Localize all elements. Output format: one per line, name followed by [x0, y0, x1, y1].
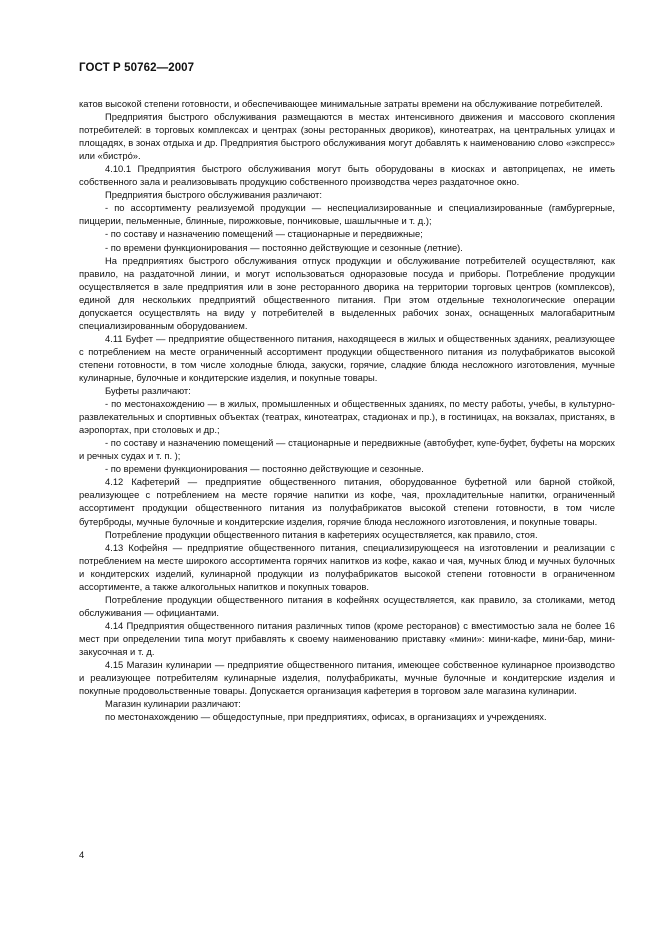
paragraph-4-12: 4.12 Кафетерий — предприятие общественного питания, оборудованное буфетной или барной стойкой, реализующее с потреблением на месте горячие напитки из кофе, чая, прохладительные напитки, ограниченный ассортимент продукции общественного питания из полуфабрикатов высокой степени готовности, в том числе бутерброды, мучные булочные и кондитерские изделия, горячие блюда несложного изготовления, и покупные товары. [79, 476, 615, 527]
list-item: - по составу и назначению помещений — стационарные и передвижные (автобуфет, купе-буфет, буфеты на морских и речных судах и т. п. ); [79, 437, 615, 462]
standard-header: ГОСТ Р 50762—2007 [79, 62, 195, 74]
paragraph: Потребление продукции общественного питания в кофейнях осуществляется, как правило, за столиками, метод обслуживания — официантами. [79, 593, 615, 618]
paragraph-4-13: 4.13 Кофейня — предприятие общественного питания, специализирующееся на изготовлении и реализации с потреблением на месте широкого ассортимента горячих напитков из кофе, какао и чая, мучных блюд и мучных булочных и кондитерских изделий, кулинарной продукции из полуфабрикатов высокой степени готовности в ограниченном ассортименте, а также алкогольных напитков и покупных товаров. [79, 541, 615, 592]
paragraph: Потребление продукции общественного питания в кафетериях осуществляется, как правило, стоя. [105, 528, 538, 540]
paragraph: На предприятиях быстрого обслуживания отпуск продукции и обслуживание потребителей осуществляют, как правило, на раздаточной линии, и могут использоваться одноразовые посуда и приборы. Потребление продукции осуществляется в зале предприятия или в зоне ресторанного дворика на территории торговых центров (комплексов), единой для нескольких предприятий общественного питания. При этом отдельные технологические операции допускается осуществлять на виду у потребителей в выделенных рабочих зонах, оснащенных малогабаритным специализированным оборудованием. [79, 254, 615, 331]
list-item: по местонахождению — общедоступные, при предприятиях, офисах, в организациях и учреждениях. [105, 711, 547, 723]
paragraph: Предприятия быстрого обслуживания различают: [105, 189, 322, 201]
paragraph-4-11: 4.11 Буфет — предприятие общественного питания, находящееся в жилых и общественных зданиях, реализующее с потреблением на месте ограниченный ассортимент продукции общественного питания из полуфабрикатов высокой степени готовности, в том числе холодные блюда, закуски, горячие, сладкие блюда несложного изготовления, мучные кулинарные, булочные и кондитерские изделия, и покупные товары. [79, 332, 615, 383]
paragraph-continuation: катов высокой степени готовности, и обеспечивающее минимальные затраты времени на обслуживание потребителей. [79, 98, 603, 109]
paragraph: Предприятия быстрого обслуживания размещаются в местах интенсивного движения и массового скопления потребителей: в торговых комплексах и центрах (зоны ресторанных двориков), кинотеатрах, на центральных улицах и площадях, в зонах отдыха и др. Предприятия быстрого обслуживания могут добавлять к наименованию слово «экспресс» или «бистро́». [79, 111, 615, 162]
list-item: - по времени функционирования — постоянно действующие и сезонные (летние). [105, 241, 463, 253]
paragraph-4-15: 4.15 Магазин кулинарии — предприятие общественного питания, имеющее собственное кулинарное производство и реализующее потребителям кулинарные изделия, полуфабрикаты, мучные булочные и кондитерские изделия и покупные продовольственные товары. Допускается организация кафетерия в торговом зале магазина кулинарии. [79, 659, 615, 697]
paragraph-4-14: 4.14 Предприятия общественного питания различных типов (кроме ресторанов) с вместимостью зала не более 16 мест при определении типа могут прибавлять к своему наименованию приставку «мини»: мини-кафе, мини-бар, мини-закусочная и т. д. [79, 619, 615, 657]
list-item: - по составу и назначению помещений — стационарные и передвижные; [105, 228, 423, 240]
list-item: - по местонахождению — в жилых, промышленных и общественных зданиях, по месту работы, учебы, в культурно-развлекательных и спортивных объектах (театрах, кинотеатрах, стадионах и пр.), в гостиницах, на вокзалах, пристанях, в аэропортах, при столовых и др.; [79, 398, 615, 436]
list-item: - по ассортименту реализуемой продукции — неспециализированные и специализированные (гамбургерные, пиццерии, пельменные, блинные, пирожковые, пончиковые, шашлычные и т. д.); [79, 202, 615, 227]
list-item: - по времени функционирования — постоянно действующие и сезонные. [105, 463, 424, 475]
document-body [79, 97, 615, 723]
paragraph: Магазин кулинарии различают: [105, 698, 241, 710]
paragraph: Буфеты различают: [105, 385, 191, 397]
paragraph-4-10-1: 4.10.1 Предприятия быстрого обслуживания могут быть оборудованы в киосках и автоприцепах, не иметь собственного зала и реализовывать продукцию собственного производства через раздаточное окно. [79, 163, 615, 188]
page-number: 4 [79, 849, 85, 860]
